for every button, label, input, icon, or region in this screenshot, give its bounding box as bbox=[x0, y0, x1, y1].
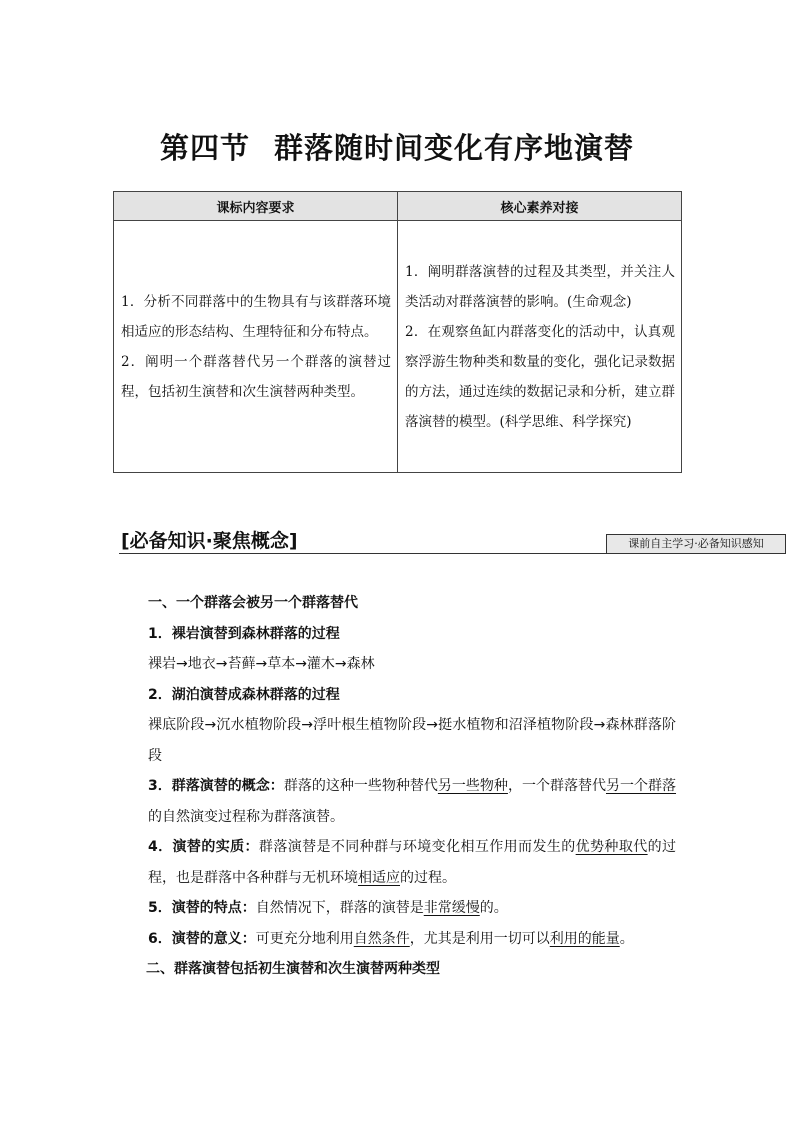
text-run: 的自然演变过程称为群落演替。 bbox=[148, 808, 344, 825]
section-number: 第四节 bbox=[159, 131, 250, 165]
subheading-1: 1．裸岩演替到森林群落的过程 bbox=[148, 625, 340, 642]
underlined-term: 利用的能量 bbox=[549, 930, 620, 947]
underlined-term: 相适应 bbox=[358, 869, 400, 886]
text-run: 可更充分地利用 bbox=[255, 930, 354, 947]
requirements-table bbox=[113, 191, 682, 473]
underlined-term: 优势种取代 bbox=[575, 839, 648, 855]
subheading-2: 2．湖泊演替成森林群落的过程 bbox=[148, 686, 340, 703]
section-tag: 课前自主学习·必备知识感知 bbox=[606, 534, 786, 554]
curriculum-item: 1．分析不同群落中的生物具有与该群落环境相适应的形态结构、生理特征和分布特点。 bbox=[121, 293, 391, 340]
core-literacy-cell bbox=[398, 221, 682, 473]
significance-label: 6．演替的意义： bbox=[148, 930, 256, 947]
table-header-row bbox=[114, 192, 682, 221]
text-run: 自然情况下，群落的演替是 bbox=[255, 900, 424, 916]
succession-sequence-1: 裸岩→地衣→苔藓→草本→灌木→森林 bbox=[148, 656, 375, 672]
text-run: 群落的这种一些物种替代 bbox=[283, 778, 438, 794]
page-title bbox=[0, 126, 794, 167]
heading-2: 二、群落演替包括初生演替和次生演替两种类型 bbox=[146, 961, 440, 977]
underlined-term: 另一个群落 bbox=[605, 778, 677, 794]
table-row bbox=[114, 221, 682, 473]
section-name: 群落随时间变化有序地演替 bbox=[274, 131, 635, 165]
section-heading: [必备知识·聚焦概念] bbox=[121, 530, 298, 552]
underlined-term: 自然条件 bbox=[353, 930, 410, 947]
literacy-item: 1．阐明群落演替的过程及其类型，并关注人类活动对群落演替的影响。(生命观念) bbox=[405, 263, 675, 310]
text-run: 的过程，也是群落中各种群与无机环境 bbox=[148, 839, 677, 886]
content-body bbox=[120, 588, 676, 985]
text-run: ，一个群落替代 bbox=[507, 778, 606, 794]
significance-paragraph bbox=[120, 924, 676, 955]
text-run: 。 bbox=[619, 930, 634, 947]
heading-1: 一、一个群落会被另一个群落替代 bbox=[148, 595, 358, 611]
feature-paragraph bbox=[120, 893, 676, 924]
underlined-term: 另一些物种 bbox=[437, 778, 508, 794]
section-divider bbox=[119, 553, 606, 554]
curriculum-requirements-cell bbox=[114, 221, 398, 473]
text-run: 的过程。 bbox=[400, 869, 456, 886]
essence-paragraph bbox=[120, 832, 676, 893]
literacy-item: 2．在观察鱼缸内群落变化的活动中，认真观察浮游生物种类和数量的变化，强化记录数据的方法，通过连续的数据记录和分析，建立群落演替的模型。(科学思维、科学探究) bbox=[405, 323, 675, 430]
succession-sequence-2: 裸底阶段→沉水植物阶段→浮叶根生植物阶段→挺水植物和沼泽植物阶段→森林群落阶段 bbox=[148, 717, 676, 764]
table-header-literacy: 核心素养对接 bbox=[398, 192, 682, 221]
concept-label: 3．群落演替的概念： bbox=[148, 778, 284, 794]
feature-label: 5．演替的特点： bbox=[148, 900, 256, 916]
underlined-term: 非常缓慢 bbox=[423, 900, 480, 916]
text-run: 的。 bbox=[479, 900, 508, 916]
concept-paragraph bbox=[120, 771, 676, 832]
table-header-curriculum: 课标内容要求 bbox=[114, 192, 398, 221]
text-run: ，尤其是利用一切可以 bbox=[409, 930, 550, 947]
text-run: 群落演替是不同种群与环境变化相互作用而发生的 bbox=[258, 839, 576, 855]
essence-label: 4．演替的实质： bbox=[148, 839, 259, 855]
curriculum-item: 2．阐明一个群落替代另一个群落的演替过程，包括初生演替和次生演替两种类型。 bbox=[121, 353, 391, 400]
